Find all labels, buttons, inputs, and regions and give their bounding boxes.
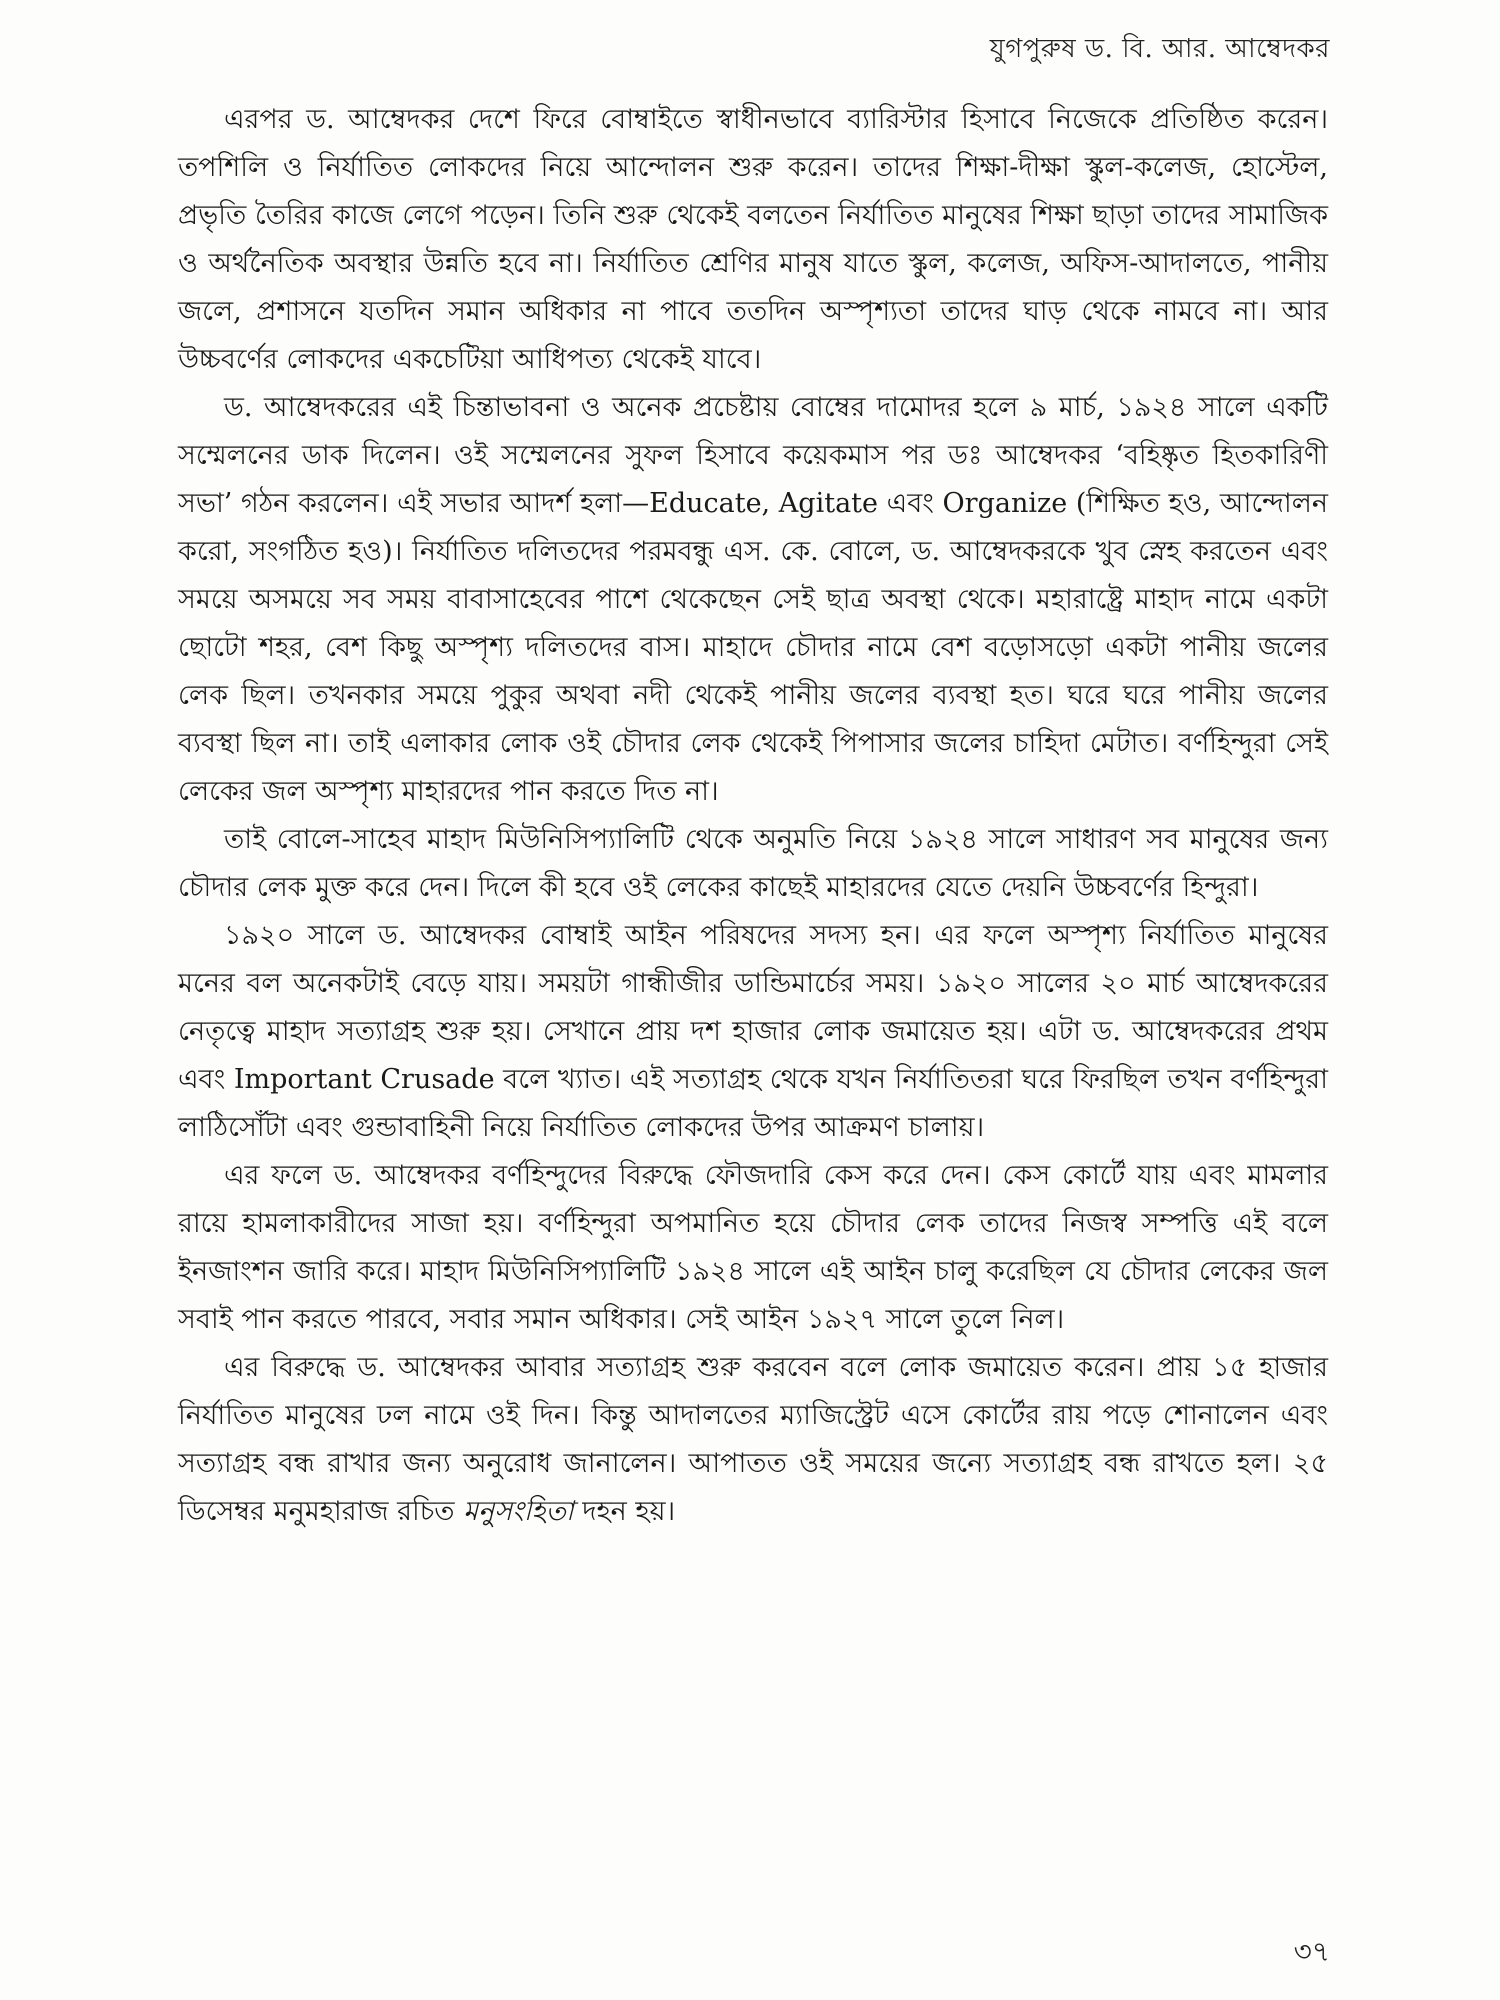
paragraph-6-emphasis-title: মনুসংহিতা — [463, 1496, 574, 1527]
paragraph-6 — [178, 1344, 1328, 1536]
paragraph-6-text-before: এর বিরুদ্ধে ড. আম্বেদকর আবার সত্যাগ্রহ শুরু করবেন বলে লোক জমায়েত করেন। প্রায় ১৫ হাজার নির্যাতিত মানুষের ঢল নামে ওই দিন। কিন্তু আদালতের ম্যাজিস্ট্রেট এসে কোর্টের রায় পড়ে শোনালেন এবং সত্যাগ্রহ বন্ধ রাখার জন্য অনুরোধ জানালেন। আপাতত ওই সময়ের জন্যে সত্যাগ্রহ বন্ধ রাখতে হল। ২৫ ডিসেম্বর মনুমহারাজ রচিত — [178, 1352, 1328, 1527]
body-text — [178, 96, 1328, 1536]
header-rule — [180, 88, 1330, 89]
running-header-title: যুগপুরুষ ড. বি. আর. আম্বেদকর — [989, 34, 1330, 64]
paragraph-5: এর ফলে ড. আম্বেদকর বর্ণহিন্দুদের বিরুদ্ধে ফৌজদারি কেস করে দেন। কেস কোর্টে যায় এবং মামলার রায়ে হামলাকারীদের সাজা হয়। বর্ণহিন্দুরা অপমানিত হয়ে চৌদার লেক তাদের নিজস্ব সম্পত্তি এই বলে ইনজাংশন জারি করে। মাহাদ মিউনিসিপ্যালিটি ১৯২৪ সালে এই আইন চালু করেছিল যে চৌদার লেকের জল সবাই পান করতে পারবে, সবার সমান অধিকার। সেই আইন ১৯২৭ সালে তুলে নিল। — [178, 1160, 1328, 1335]
paragraph-6-text-after: দহন হয়। — [573, 1496, 676, 1527]
paragraph-2: ড. আম্বেদকরের এই চিন্তাভাবনা ও অনেক প্রচেষ্টায় বোম্বের দামোদর হলে ৯ মার্চ, ১৯২৪ সালে একটি সম্মেলনের ডাক দিলেন। ওই সম্মেলনের সুফল হিসাবে কয়েকমাস পর ডঃ আম্বেদকর ‘বহিষ্কৃত হিতকারিণী সভা’ গঠন করলেন। এই সভার আদর্শ হলা—Educate, Agitate এবং Organize (শিক্ষিত হও, আন্দোলন করো, সংগঠিত হও)। নির্যাতিত দলিতদের পরমবন্ধু এস. কে. বোলে, ড. আম্বেদকরকে খুব স্নেহ করতেন এবং সময়ে অসময়ে সব সময় বাবাসাহেবের পাশে থেকেছেন সেই ছাত্র অবস্থা থেকে। মহারাষ্ট্রে মাহাদ নামে একটা ছোটো শহর, বেশ কিছু অস্পৃশ্য দলিতদের বাস। মাহাদে চৌদার নামে বেশ বড়োসড়ো একটা পানীয় জলের লেক ছিল। তখনকার সময়ে পুকুর অথবা নদী থেকেই পানীয় জলের ব্যবস্থা হত। ঘরে ঘরে পানীয় জলের ব্যবস্থা ছিল না। তাই এলাকার লোক ওই চৌদার লেক থেকেই পিপাসার জলের চাহিদা মেটাত। বর্ণহিন্দুরা সেই লেকের জল অস্পৃশ্য মাহারদের পান করতে দিত না। — [178, 392, 1328, 807]
page-number: ৩৭ — [1293, 1935, 1330, 1968]
paragraph-4: ১৯২০ সালে ড. আম্বেদকর বোম্বাই আইন পরিষদের সদস্য হন। এর ফলে অস্পৃশ্য নির্যাতিত মানুষের মনের বল অনেকটাই বেড়ে যায়। সময়টা গান্ধীজীর ডান্ডিমার্চের সময়। ১৯২০ সালের ২০ মার্চ আম্বেদকরের নেতৃত্বে মাহাদ সত্যাগ্রহ শুরু হয়। সেখানে প্রায় দশ হাজার লোক জমায়েত হয়। এটা ড. আম্বেদকরের প্রথম এবং Important Crusade বলে খ্যাত। এই সত্যাগ্রহ থেকে যখন নির্যাতিতরা ঘরে ফিরছিল তখন বর্ণহিন্দুরা লাঠিসোঁটা এবং গুন্ডাবাহিনী নিয়ে নির্যাতিত লোকদের উপর আক্রমণ চালায়। — [178, 920, 1328, 1143]
paragraph-3: তাই বোলে-সাহেব মাহাদ মিউনিসিপ্যালিটি থেকে অনুমতি নিয়ে ১৯২৪ সালে সাধারণ সব মানুষের জন্য চৌদার লেক মুক্ত করে দেন। দিলে কী হবে ওই লেকের কাছেই মাহারদের যেতে দেয়নি উচ্চবর্ণের হিন্দুরা। — [178, 824, 1328, 903]
paragraph-1: এরপর ড. আম্বেদকর দেশে ফিরে বোম্বাইতে স্বাধীনভাবে ব্যারিস্টার হিসাবে নিজেকে প্রতিষ্ঠিত করেন। তপশিলি ও নির্যাতিত লোকদের নিয়ে আন্দোলন শুরু করেন। তাদের শিক্ষা-দীক্ষা স্কুল-কলেজ, হোস্টেল, প্রভৃতি তৈরির কাজে লেগে পড়েন। তিনি শুরু থেকেই বলতেন নির্যাতিত মানুষের শিক্ষা ছাড়া তাদের সামাজিক ও অর্থনৈতিক অবস্থার উন্নতি হবে না। নির্যাতিত শ্রেণির মানুষ যাতে স্কুল, কলেজ, অফিস-আদালতে, পানীয় জলে, প্রশাসনে যতদিন সমান অধিকার না পাবে ততদিন অস্পৃশ্যতা তাদের ঘাড় থেকে নামবে না। আর উচ্চবর্ণের লোকদের একচেটিয়া আধিপত্য থেকেই যাবে। — [178, 104, 1328, 375]
